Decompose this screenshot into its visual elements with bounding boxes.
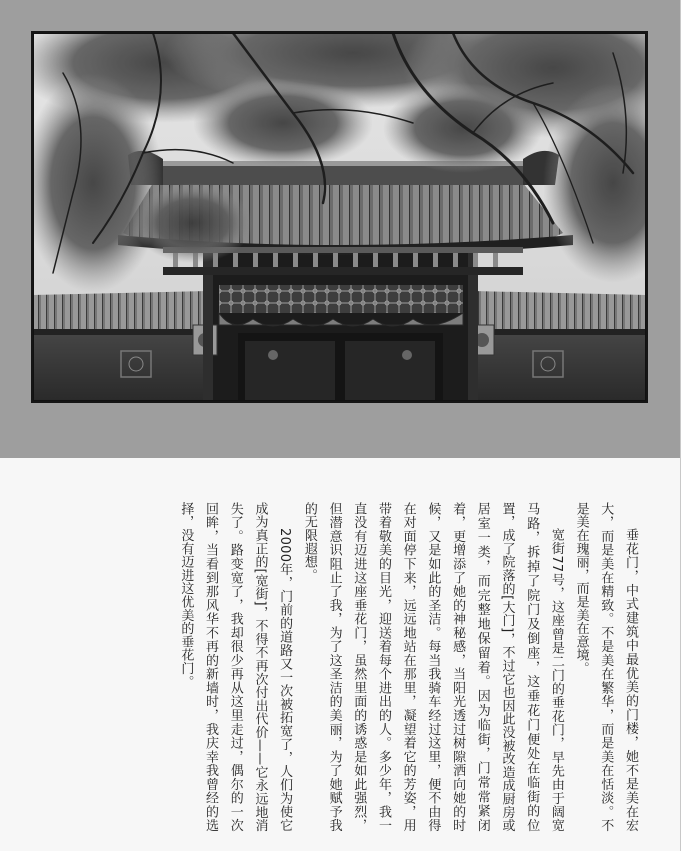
paragraph-3: 2000年，门前的道路又一次被拓宽了，人们为使它成为真正的[宽街]，不得不再次付出代价——它永远地消失了。路变宽了，我却很少再从这里走过，偶尔的一次回眸，当看到那风华不再的新墙时，我庆幸我曾经的选择，没有迈进这优美的垂花门。 <box>178 502 293 832</box>
paragraph-1: 垂花门，中式建筑中最优美的门楼，她不是美在宏大，而是美在精致。不是美在繁华，而是美在恬淡。不是美在瑰丽，而是美在意境。 <box>573 502 638 832</box>
article-text <box>30 502 642 832</box>
photo-frame <box>31 31 648 403</box>
paragraph-2: 宽街77号，这座曾是二门的垂花门，早先由于阔宽马路，拆掉了院门及倒座，这垂花门便处在临街的位置，成了院落的[大门]，不过它也因此没被改造成厨房或居室一类，而完整地保留着。因为临街，门常常紧闭着，更增添了她的神秘感，当阳光透过树隙洒向她的时候，又是如此的圣洁。每当我骑车经过这里，便不由得在对面停下来，远远地站在那里，凝望着它的芳姿，用带着敬美的目光，迎送着每个进出的人。多少年，我一直没有迈进这座垂花门，虽然里面的诱惑是如此强烈，但潜意识阻止了我，为了这圣洁的美丽，为了她赋予我的无限遐想。 <box>301 502 564 832</box>
chuihuamen-gate-photo-icon <box>33 33 646 401</box>
